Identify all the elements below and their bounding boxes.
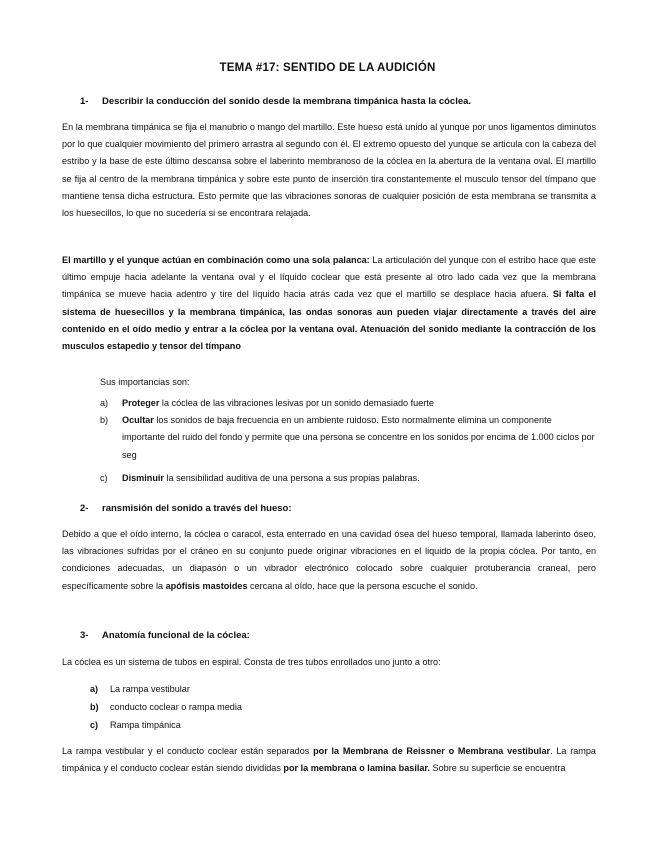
mastoid-term: apófisis mastoides <box>165 580 248 591</box>
importance-text: los sonidos de baja frecuencia en un ambiente ruidoso. Esto normalmente elimina un componente importante del ruido del fondo y permite que una persona se concentre en los sonidos por encima de 1.000 ciclos por seg <box>122 415 595 460</box>
tube-marker: b) <box>90 702 99 712</box>
tube-label: conducto coclear o rampa media <box>110 702 242 712</box>
section-2-heading <box>80 503 292 514</box>
section-1-paragraph-1: En la membrana timpánica se fija el manubrio o mango del martillo. Este hueso está unido al yunque por unos ligamentos diminutos por lo que cualquier movimiento del primero arrastra al segundo con él. El extremo opuesto del yunque se articula con la cabeza del estribo y la base de este último descansa sobre el laberinto membranoso de la cóclea en la abertura de la ventana oval. El martillo se fija al centro de la membrana timpánica y sobre este punto de inserción tira constantemente el musculo tensor del tímpano que mantiene tensa dicha estructura. Esto permite que las vibraciones sonoras de cualquier posición de esta membrana se transmita a los huesecillos, lo que no sucedería si se encontrara relajada. <box>62 122 596 219</box>
section-1-heading <box>80 96 471 107</box>
importance-keyword: Proteger <box>122 398 160 408</box>
membrane-text-1: La rampa vestibular y el conducto coclear están separados <box>62 746 314 756</box>
tube-marker: c) <box>90 720 99 730</box>
section-1-title: Describir la conducción del sonido desde la membrana timpánica hasta la cóclea. <box>102 96 472 107</box>
tube-label: Rampa timpánica <box>110 720 181 730</box>
tubes-list <box>90 680 490 734</box>
membrane-text-2: . La rampa timpánica y el conducto coclear están siendo divididas <box>62 746 596 774</box>
importance-item <box>100 412 596 464</box>
tube-item <box>90 716 490 734</box>
section-1-number: 1- <box>80 96 89 107</box>
importance-text: la sensibilidad auditiva de una persona a sus propias palabras. <box>163 472 420 483</box>
cochlea-intro: La cóclea es un sistema de tubos en espiral. Consta de tres tubos enrollados uno junto a otro: <box>62 657 441 667</box>
section-3-heading <box>80 630 250 641</box>
section-3-paragraph <box>62 743 596 777</box>
section-3-title: Anatomía funcional de la cóclea: <box>102 630 250 641</box>
tube-item <box>90 698 490 716</box>
importance-keyword: Ocultar <box>122 415 154 426</box>
importance-marker: a) <box>100 398 109 408</box>
bone-conduction-ending: cercana al oído, hace que la persona escuche el sonido. <box>247 580 478 591</box>
lever-statement: El martillo y el yunque actúan en combinación como una sola palanca: <box>62 255 370 265</box>
section-2-title: ransmisión del sonido a través del hueso: <box>102 503 292 514</box>
importance-list <box>100 395 596 487</box>
section-2-number: 2- <box>80 503 89 514</box>
importance-keyword: Disminuir <box>122 472 164 483</box>
ossicle-absence-statement: Si falta el sistema de huesecillos y la membrana timpánica, las ondas sonoras aun pueden viajar directamente a través del aire contenido en el oído medio y entrar a la cóclea por la ventana oval. Atenuación del sonido mediante la contracción de los musculos estapedio y tensor del tímpano <box>62 289 596 352</box>
section-2-paragraph <box>62 526 596 595</box>
importance-marker: b) <box>100 415 109 426</box>
section-3-number: 3- <box>80 630 89 641</box>
lever-explanation: La articulación del yunque con el estribo hace que este último empuje hacia adelante la ventana oval y el líquido coclear que está presente al otro lado cada vez que la membrana timpánica se mueve hacia adentro y tire del líquido hacia atrás cada vez que el martillo se desplace hacia afuera. <box>62 255 596 300</box>
importance-item <box>100 395 596 412</box>
section-1-paragraph-2 <box>62 252 596 355</box>
tube-item <box>90 680 490 698</box>
basilar-membrane-term: por la membrana o lamina basilar. <box>283 763 430 774</box>
importance-item <box>100 470 596 487</box>
importance-intro: Sus importancias son: <box>100 377 190 387</box>
membrane-text-3: Sobre su superficie se encuentra <box>430 763 566 774</box>
reissner-membrane-term: por la Membrana de Reissner o Membrana vestibular <box>313 746 551 756</box>
tube-marker: a) <box>90 684 99 694</box>
importance-text: la cóclea de las vibraciones lesivas por un sonido demasiado fuerte <box>159 398 434 408</box>
importance-marker: c) <box>100 472 108 483</box>
bone-conduction-text: Debido a que el oído interno, la cóclea o caracol, esta enterrado en una cavidad ósea del hueso temporal, llamada laberinto óseo, las vibraciones sufridas por el cráneo en su conjunto puede originar vibraciones en el liquido de la propia cóclea. Por tanto, en condiciones adecuadas, un diapasón o un vibrador electrónico colocado sobre cualquier protuberancia craneal, pero específicamente sobre la <box>62 529 596 591</box>
tube-label: La rampa vestibular <box>110 684 190 694</box>
page-title: TEMA #17: SENTIDO DE LA AUDICIÓN <box>219 62 436 74</box>
